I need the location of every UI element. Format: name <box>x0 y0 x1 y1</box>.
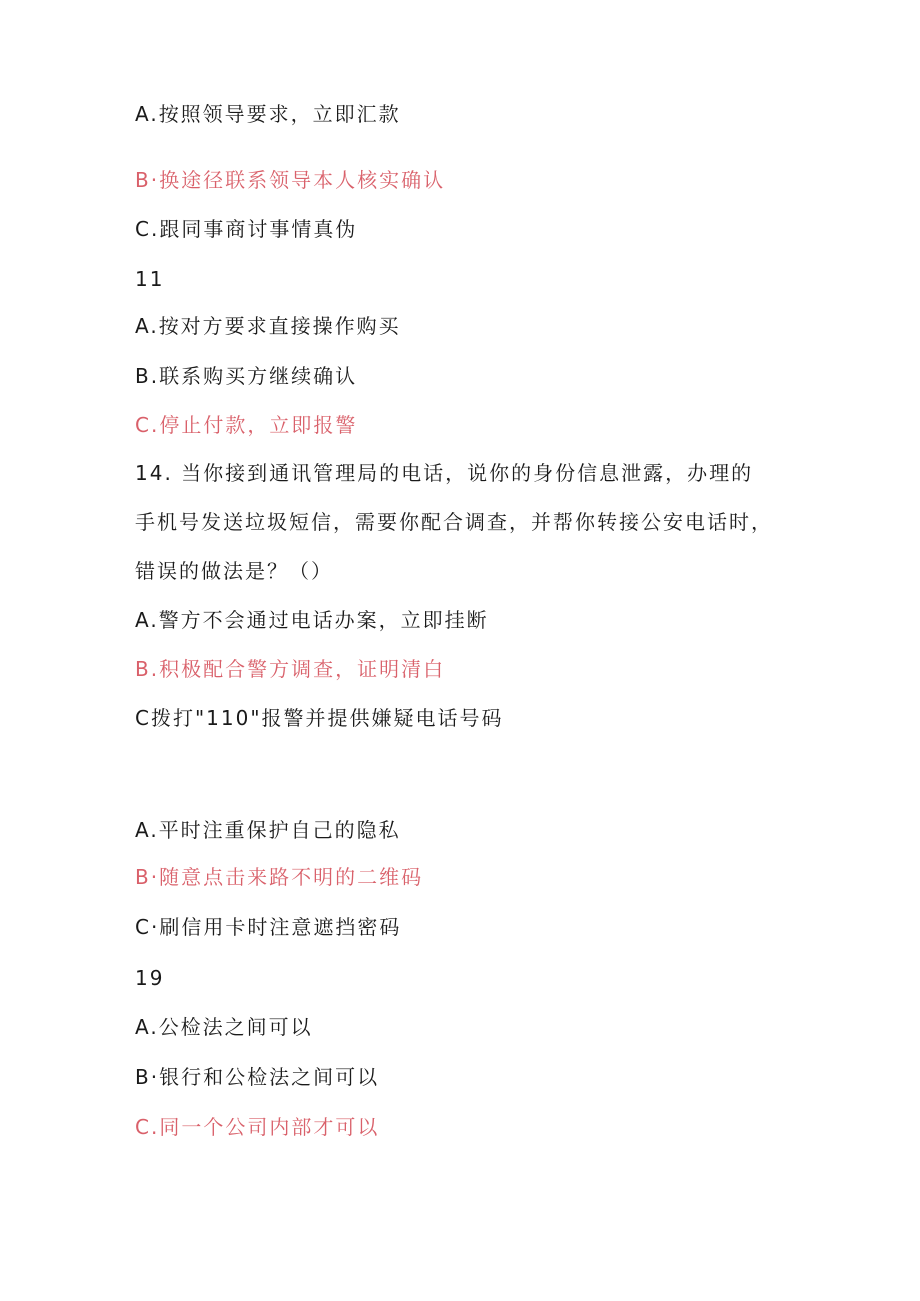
answer-line: B.积极配合警方调查，证明清白 <box>135 657 446 681</box>
option-line: B·银行和公检法之间可以 <box>135 1065 380 1089</box>
question-number: 11 <box>135 267 165 291</box>
answer-line: C.同一个公司内部才可以 <box>135 1115 380 1139</box>
option-line: B.联系购买方继续确认 <box>135 364 358 388</box>
option-line: C·刷信用卡时注意遮挡密码 <box>135 915 402 939</box>
option-line: A.按照领导要求，立即汇款 <box>135 102 401 126</box>
question-text: 14. 当你接到通讯管理局的电话，说你的身份信息泄露，办理的 <box>135 461 754 485</box>
answer-line: B·随意点击来路不明的二维码 <box>135 865 424 889</box>
answer-line: C.停止付款，立即报警 <box>135 413 358 437</box>
option-line: A.警方不会通过电话办案，立即挂断 <box>135 608 489 632</box>
option-line: C.跟同事商讨事情真伪 <box>135 217 358 241</box>
option-line: A.按对方要求直接操作购买 <box>135 314 401 338</box>
option-line: A.平时注重保护自己的隐私 <box>135 818 401 842</box>
question-text: 手机号发送垃圾短信，需要你配合调查，并帮你转接公安电话时， <box>135 510 773 534</box>
question-text: 错误的做法是？（） <box>135 559 333 583</box>
answer-line: B·换途径联系领导本人核实确认 <box>135 168 446 192</box>
option-line: A.公检法之间可以 <box>135 1015 313 1039</box>
option-line: C拨打"110"报警并提供嫌疑电话号码 <box>135 706 504 730</box>
question-number: 19 <box>135 966 165 990</box>
